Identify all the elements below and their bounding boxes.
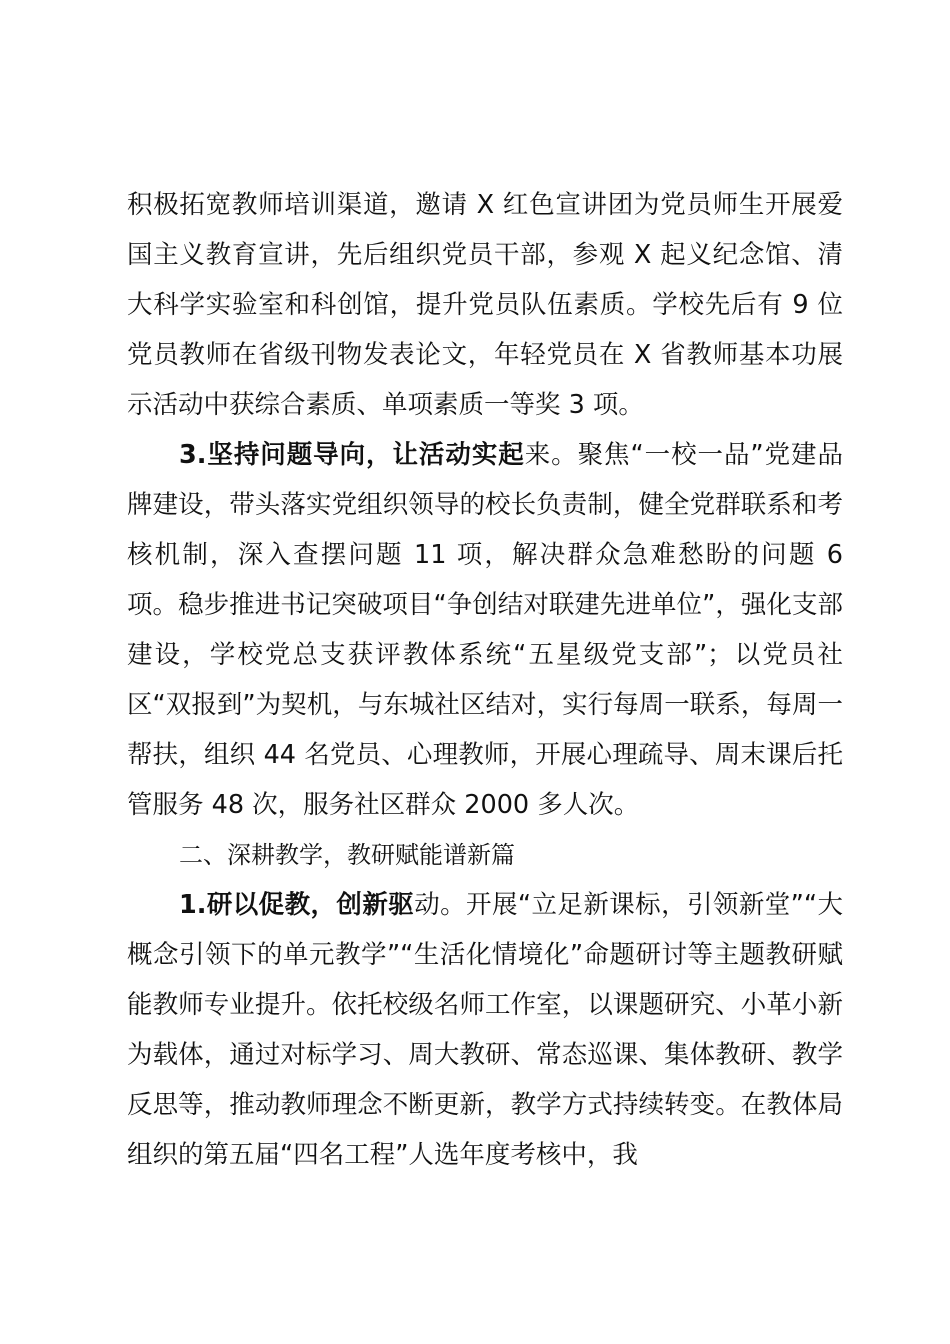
- paragraph-teacher-training: 积极拓宽教师培训渠道，邀请 X 红色宣讲团为党员师生开展爱国主义教育宣讲，先后组织党员干部，参观 X 起义纪念馆、清大科学实验室和科创馆，提升党员队伍素质。学校先后有 9 位党员教师在省级刊物发表论文，年轻党员在 X 省教师基本功展示活动中获综合素质、单项素质一等奖 3 项。: [127, 190, 843, 420]
- paragraph-research-teaching: [127, 880, 843, 1180]
- paragraph-problem-oriented: [127, 430, 843, 830]
- section-heading: 二、深耕教学，教研赋能谱新篇: [179, 841, 515, 869]
- document-page: [127, 180, 843, 1180]
- paragraph-lead-research-teaching: 1.研以促教，创新驱: [179, 890, 415, 920]
- paragraph-lead-problem-oriented: 3.坚持问题导向，让活动实起: [179, 440, 525, 470]
- paragraph-body-problem-oriented: 来。聚焦“一校一品”党建品牌建设，带头落实党组织领导的校长负责制，健全党群联系和考核机制，深入查摆问题 11 项，解决群众急难愁盼的问题 6 项。稳步推进书记突破项目“争创结对联建先进单位”，强化支部建设，学校党总支获评教体系统“五星级党支部”；以党员社区“双报到”为契机，与东城社区结对，实行每周一联系，每周一帮扶，组织 44 名党员、心理教师，开展心理疏导、周末课后托管服务 48 次，服务社区群众 2000 多人次。: [127, 440, 843, 820]
- paragraph-body-research-teaching: 动。开展“立足新课标，引领新堂”“大概念引领下的单元教学”“生活化情境化”命题研讨等主题教研赋能教师专业提升。依托校级名师工作室，以课题研究、小革小新为载体，通过对标学习、周大教研、常态巡课、集体教研、教学反思等，推动教师理念不断更新，教学方式持续转变。在教体局组织的第五届“四名工程”人选年度考核中，我: [127, 890, 843, 1170]
